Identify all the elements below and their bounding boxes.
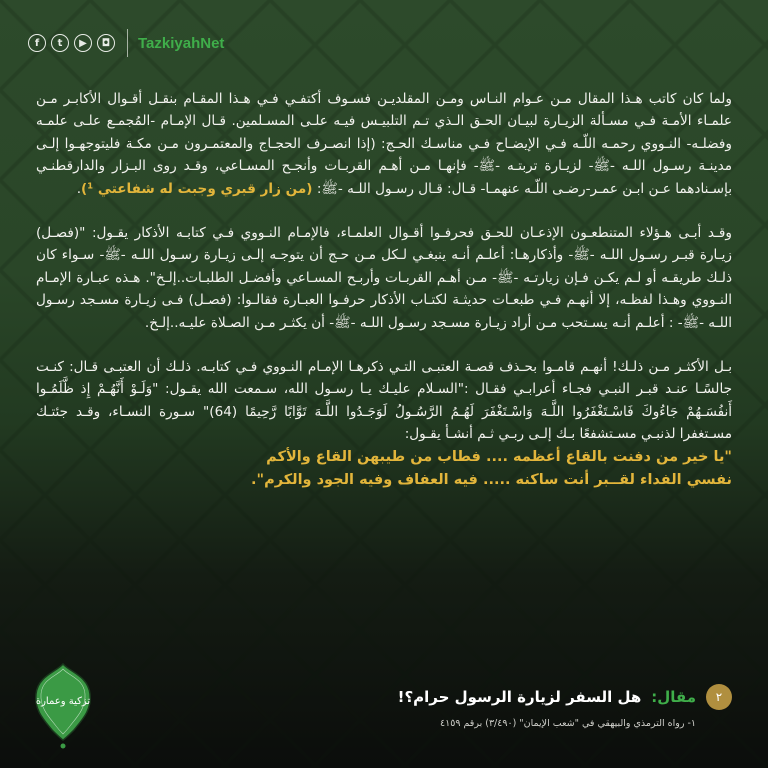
facebook-icon[interactable]: f bbox=[28, 34, 46, 52]
calligraphy-logo bbox=[30, 660, 96, 752]
poem bbox=[36, 446, 732, 492]
paragraph-3-text: بـل الأكثـر مـن ذلـك! أنهـم قامـوا بحـذف قصـة العتبـى التـي ذكرهـا الإمـام النـووي فـي كتابـه. ذلـك أن العتبـى قـال: كنـت جالسًـا عنـد قبـر النبـي فجـاء أعرابـي فقـال :"السـلام عليـك يـا رسـول الله، سـمعت الله يقـول: "وَلَـوْ أَنَّهُـمْ إِذ ظَّلَمُـوا أَنفُسَـهُمْ جَاءُوكَ فَاسْـتَغْفَرُوا اللَّـهَ وَاسْـتَغْفَرَ لَهُـمُ الرَّسُـولُ لَوَجَـدُوا اللَّـهَ تَوَّابًا رَّحِيمًا (64)" سـورة النسـاء، وقـد جئتـك مسـتغفرا لذنبـي مسـتشفعًا بـك إلـى ربـي ثـم أنشـأ يقـول: bbox=[36, 359, 733, 443]
paragraph-2: وقـد أبـى هـؤلاء المتنطعـون الإذعـان للحـق فحرفـوا أقـوال العلمـاء، فالإمـام النـووي فـي كتابـه الأذكار يقـول: "(فصـل) زيـارة قبـر رسـول اللـه -ﷺ- وأذكارهـا: أعلـم أنـه ينبغـي لـكل مـن حـج أن يتوجـه إلـى زيـارة رسـول اللـه -ﷺ- سـواء كان ذلـك طريقـه أو لـم يكـن فـإن زيارتـه -ﷺ- مـن أهـم القربـات وأربـح المسـاعي وأفضـل الطلبـات..إلـخ". هـذه عبـارة الإمـام النـووي وهـذا لفظـه، إلا أنهـم فـي طبعـات حديثـة لكتـاب الأذكار حرفـوا العبـارة فقالـوا: (فصـل) فـى زيـارة مسـجد رسـول اللـه -ﷺ- : أعلـم أنـه يسـتحب مـن أراد زيـارة مسـجد رسـول اللـه -ﷺ- أن يكثـر مـن الصـلاة عليـه..إلـخ. bbox=[36, 225, 732, 331]
paragraph-3 bbox=[36, 356, 732, 446]
poem-line-2: نفسي الفداء لقــبر أنت ساكنه ..... فيه العفاف وفيه الجود والكرم". bbox=[251, 471, 732, 488]
paragraph-1 bbox=[36, 88, 732, 200]
social-links bbox=[28, 34, 115, 52]
divider bbox=[127, 29, 128, 57]
article-label: مقال: bbox=[651, 688, 696, 706]
paragraph-1-text: ولما كان كاتب هـذا المقال مـن عـوام النـاس ومـن المقلديـن فسـوف أكتفـي فـي هـذا المقـام بنقـل أقـوال الأكابـر مـن علمـاء الأمـة فـي مسـألة الزيـارة لبيـان الحـق الـذي تـم التلبيـس فيـه علـى المسـلمين. قـال الإمـام -المُجمـع علـى علمـه وفضلـه- النـووي رحمـه اللّـه فـي الإيضـاح فـي مناسـك الحـج: (إذا انصـرف الحجـاج والمعتمـرون مـن مكـة فليتوجهـوا إلـى مدينـة رسـول اللـه -ﷺ- لزيـارة تربتـه -ﷺ- فإنهـا مـن أهـم القربـات وأنجـح المسـاعي، وقـد روى البـزار والدارقطنـي بإسـنادهما عـن ابـن عمـر-رضـى اللّـه عنهمـا- قـال: قـال رسـول اللـه -ﷺ: bbox=[36, 91, 732, 197]
twitter-icon[interactable]: t bbox=[51, 34, 69, 52]
footnote: ١- رواه الترمذي والبيهقي في "شعب الإيمان" (٣/٤٩٠) برقم ٤١٥٩ bbox=[440, 718, 696, 729]
hadith-quote: (من زار قبري وجبت له شفاعتي ¹) bbox=[81, 180, 313, 197]
header bbox=[28, 30, 224, 56]
logo-text: تزكية وعمارة bbox=[35, 696, 91, 707]
poem-line-1: "يا خير من دفنت بالقاع أعظمه .... فطاب من طيبهن القاع والأكم bbox=[266, 448, 732, 465]
next-article[interactable] bbox=[398, 684, 732, 710]
article-number-badge: ٢ bbox=[706, 684, 732, 710]
footer bbox=[398, 684, 732, 729]
youtube-icon[interactable]: ▶ bbox=[74, 34, 92, 52]
instagram-icon[interactable]: ◘ bbox=[97, 34, 115, 52]
article-title[interactable]: هل السفر لزيارة الرسول حرام؟! bbox=[397, 688, 642, 706]
brand-name[interactable]: TazkiyahNet bbox=[138, 34, 225, 52]
article-body bbox=[36, 88, 732, 492]
paragraph-1-end: . bbox=[76, 180, 82, 197]
